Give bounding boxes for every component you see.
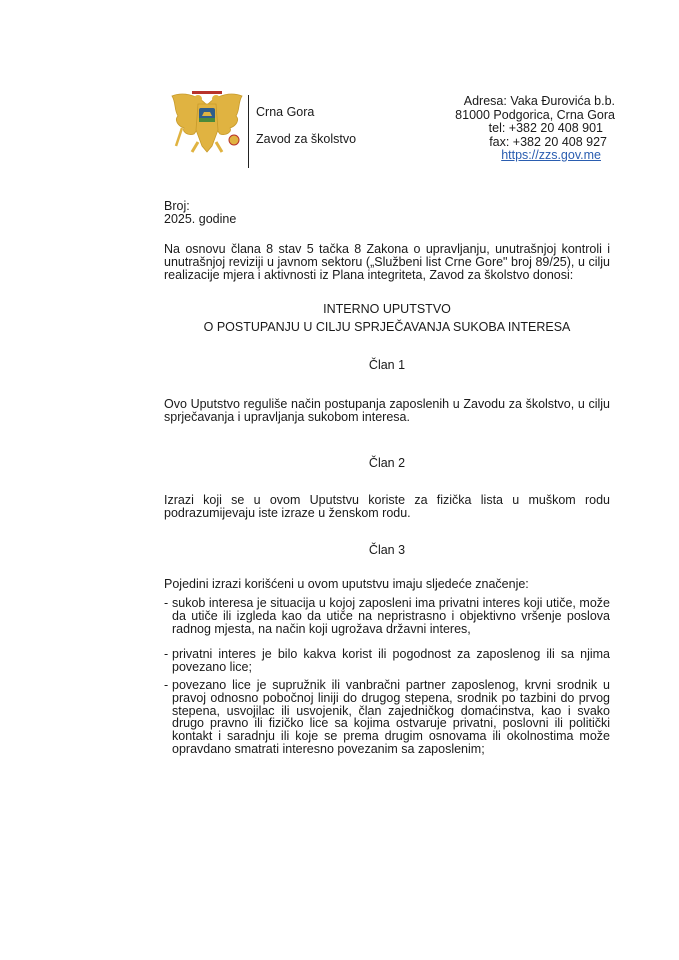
article-2-heading: Član 2 — [368, 456, 406, 470]
article-3-heading: Član 3 — [368, 543, 406, 557]
document-meta — [164, 200, 610, 226]
document-number-label: Broj: — [164, 199, 190, 213]
article-1-heading: Član 1 — [368, 358, 406, 372]
header-divider — [248, 95, 249, 168]
definition-text: povezano lice je supružnik ili vanbračni partner zaposlenog, krvni srodnik u pravoj odnosno pobočnoj liniji do drugog stepena, srodnik po tazbini do prvog stepena, usvojilac ili usvojenik, član zajedničkog domaćinstva, kao i svako drugo pravno ili fizičko lice sa kojima ostvaruje privatni, poslovni ili politički kontakt i saradnju ili koje se prema drugim osnovama ili okolnostima može opravdano smatrati interesno povezanim sa zaposlenim; — [172, 678, 610, 756]
definition-list-item — [164, 597, 610, 635]
coat-of-arms-icon — [168, 90, 246, 158]
document-title: INTERNO UPUTSTVO — [323, 302, 451, 316]
article-3-text: Pojedini izrazi korišćeni u ovom uputstvu imaju sljedeće značenje: — [164, 577, 529, 591]
address: Adresa: Vaka Đurovića b.b. — [463, 94, 615, 108]
definition-list-item — [164, 679, 610, 756]
definition-list-item — [164, 648, 610, 674]
document-year: 2025. godine — [164, 212, 237, 226]
contact-block — [455, 95, 615, 163]
article-2-text: Izrazi koji se u ovom Uputstvu koriste za fizička lista u muškom rodu podrazumijevaju iste izraze u ženskom rodu. — [164, 493, 610, 520]
document-subtitle: O POSTUPANJU U CILJU SPRJEČAVANJA SUKOBA INTERESA — [203, 320, 571, 334]
website-link[interactable]: https://zzs.gov.me — [501, 148, 601, 162]
fax: fax: +382 20 408 927 — [489, 134, 607, 149]
list-marker: - — [164, 678, 169, 692]
list-marker: - — [164, 647, 169, 661]
institution-name: Zavod za školstvo — [256, 132, 357, 146]
definition-text: sukob interesa je situacija u kojoj zaposleni ima privatni interes koji utiče, može da utiče ili izgleda kao da utiče na nepristrasno i objektivno vršenje poslova radnog mjesta, na način koji ugrožava državni interes, — [172, 596, 610, 636]
country-name: Crna Gora — [256, 105, 315, 119]
list-marker: - — [164, 596, 169, 610]
telephone: tel: +382 20 408 901 — [488, 121, 603, 135]
city: 81000 Podgorica, Crna Gora — [455, 107, 615, 122]
intro-paragraph: Na osnovu člana 8 stav 5 tačka 8 Zakona o upravljanju, unutrašnjoj kontroli i unutrašnjoj reviziji u javnom sektoru („Službeni list Crne Gore" broj 89/25), u cilju realizacije mjera i aktivnosti iz Plana integriteta, Zavod za školstvo donosi: — [164, 242, 610, 282]
definition-text: privatni interes je bilo kakva korist ili pogodnost za zaposlenog ili sa njima povezano lice; — [172, 647, 610, 674]
article-1-text: Ovo Uputstvo reguliše način postupanja zaposlenih u Zavodu za školstvo, u cilju sprječavanja i upravljanja sukobom interesa. — [164, 397, 610, 424]
